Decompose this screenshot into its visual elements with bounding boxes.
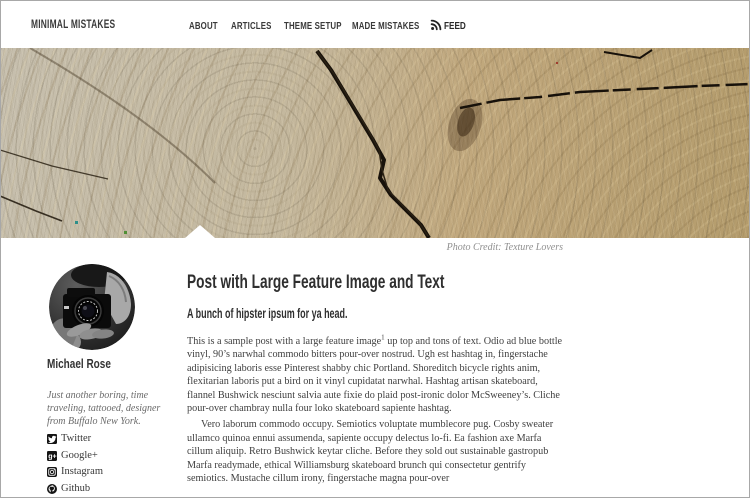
google-plus-icon <box>47 451 57 461</box>
wood-texture-cracks <box>0 48 750 238</box>
social-label-google-plus: Google+ <box>61 449 98 461</box>
author-bio: Just another boring, time traveling, tattooed, designer from Buffalo New York. <box>47 390 161 427</box>
post-article <box>187 273 565 485</box>
social-label-twitter: Twitter <box>61 433 92 444</box>
post-title: Post with Large Feature Image and Text <box>187 272 445 293</box>
nav-item-made-mistakes[interactable]: MADE MISTAKES <box>352 20 420 32</box>
footnote-link[interactable]: 1 <box>381 333 385 342</box>
instagram-icon <box>47 467 57 477</box>
post-subtitle: A bunch of hipster ipsum for ya head. <box>187 305 348 321</box>
feed-label: FEED <box>444 20 466 32</box>
svg-text:g+: g+ <box>48 453 57 461</box>
paragraph-text: This is a sample post with a large feature image <box>187 336 382 347</box>
paragraph-text: up top and tons of text. Odio ad blue bottle vinyl, 90’s narwhal commodo bitters pour-over nostrud. Ugh est hashtag in, fingerstache adipisicing laboris esse Pinterest shabby chic Portland. Shoreditch bicycle rights anim, flexitarian laboris put a bird on it vinyl cupidatat narwhal. Hashtag artisan skateboard, flannel Bushwick nesciunt salvia aute fixie do plaid post-ironic dolor McSweeney’s. Cliche pour-over chambray nulla four loko skateboard sapiente hashtag. <box>187 336 563 415</box>
post-paragraph-1 <box>187 335 565 415</box>
author-name: Michael Rose <box>47 357 111 371</box>
nav-item-articles[interactable]: ARTICLES <box>231 20 272 32</box>
feature-image <box>0 48 750 238</box>
post-paragraph-2: Vero laborum commodo occupy. Semiotics voluptate mumblecore pug. Cosby sweater ullamco quinoa ennui assumenda, sapiente occupy delectus lo-fi. Ea fashion axe Marfa cillum aliquip. Retro Bushwick keytar cliche. Before they sold out sustainable gastropub Marfa readymade, ethical Williamsburg skateboard brunch qui consectetur gentrify semiotics. Mustache cillum irony, fingerstache magna pour-over <box>187 419 554 485</box>
twitter-icon <box>47 434 57 444</box>
social-label-github: Github <box>61 482 91 494</box>
nav-item-about[interactable]: ABOUT <box>189 20 218 32</box>
avatar <box>49 264 135 350</box>
masthead <box>0 0 750 48</box>
rss-icon <box>430 19 442 31</box>
nav-item-theme-setup[interactable]: THEME SETUP <box>284 20 342 32</box>
github-icon <box>47 484 57 494</box>
photo-credit: Photo Credit: Texture Lovers <box>446 242 563 253</box>
feature-notch <box>185 225 215 238</box>
site-title[interactable]: MINIMAL MISTAKES <box>31 19 116 31</box>
social-label-instagram: Instagram <box>61 466 103 477</box>
